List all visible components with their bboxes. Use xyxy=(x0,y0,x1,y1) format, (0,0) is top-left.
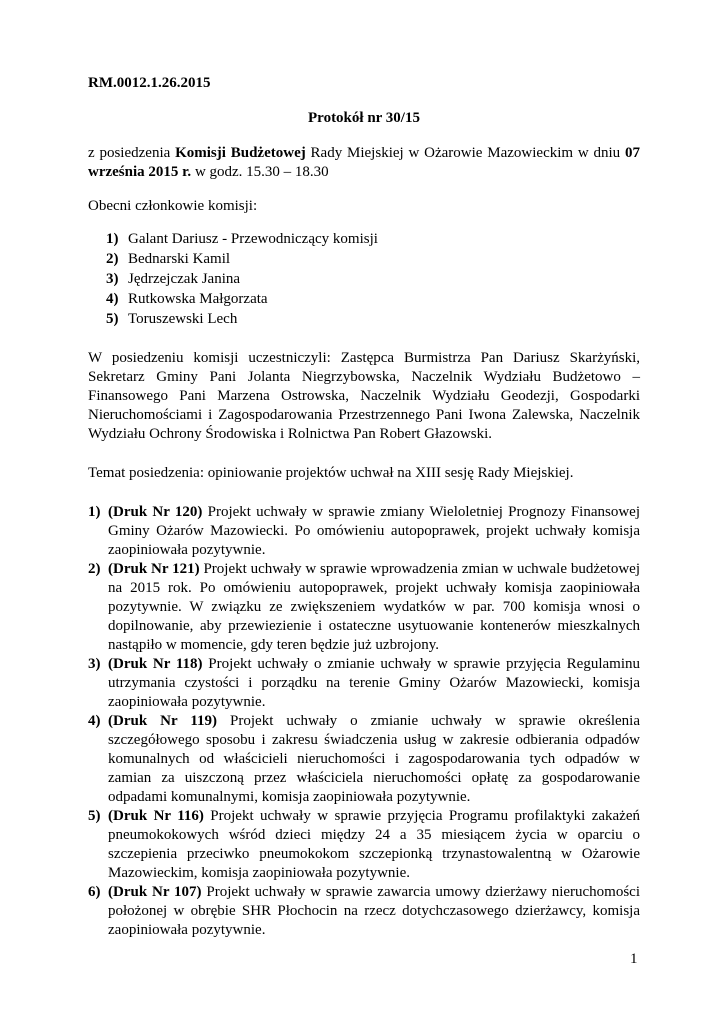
agenda-item xyxy=(88,712,640,807)
item-number: 1) xyxy=(88,504,101,520)
druk-number: (Druk Nr 120) xyxy=(108,504,203,520)
agenda-item xyxy=(88,807,640,883)
list-number: 1) xyxy=(106,231,119,247)
intro-prefix: z posiedzenia xyxy=(88,145,176,161)
item-number: 3) xyxy=(88,656,101,672)
list-number: 4) xyxy=(106,291,119,307)
meeting-hours: w godz. 15.30 – 18.30 xyxy=(191,164,329,180)
participants-paragraph: W posiedzeniu komisji uczestniczyli: Zastępca Burmistrza Pan Dariusz Skarżyński, Sekretarz Gminy Pani Jolanta Niegrzybowska, Naczelnik Wydziału Budżetowo – Finansowego Pani Marzena Ostrowska, Naczelnik Wydziału Geodezji, Gospodarki Nieruchomościami i Zagospodarowania Przestrzennego Pani Iwona Zalewska, Naczelnik Wydziału Ochrony Środowiska i Rolnictwa Pan Robert Głazowski. xyxy=(88,350,640,442)
list-number: 2) xyxy=(106,251,119,267)
agenda-item xyxy=(88,560,640,655)
intro-paragraph xyxy=(88,144,640,182)
item-content xyxy=(108,560,640,655)
list-item xyxy=(88,250,640,269)
agenda-item xyxy=(88,503,640,560)
item-content xyxy=(108,807,640,883)
member-name: Bednarski Kamil xyxy=(128,251,231,267)
member-name: Rutkowska Małgorzata xyxy=(128,291,268,307)
committee-name: Komisji Budżetowej xyxy=(175,145,306,161)
item-text: Projekt uchwały w sprawie wprowadzenia zmian w uchwale budżetowej na 2015 rok. Po omówieniu autopoprawek, projekt uchwały komisja zaopiniowała pozytywnie. W związku ze zwiększeniem wydatków w par. 700 komisja wnosi o dopilnowanie, aby przewiezienie i ostateczne usytuowanie kontenerów mieszkalnych nastąpiło w momencie, gdy teren będzie już uzbrojony. xyxy=(108,561,640,653)
list-item xyxy=(88,230,640,249)
members-list xyxy=(88,230,640,329)
item-text: Projekt uchwały w sprawie zawarcia umowy dzierżawy nieruchomości położonej w obrębie SHR Płochocin na rzecz dotychczasowego dzierżawcy, komisja zaopiniowała pozytywnie. xyxy=(108,884,641,938)
item-text: Projekt uchwały w sprawie zmiany Wieloletniej Prognozy Finansowej Gminy Ożarów Mazowiecki. Po omówieniu autopoprawek, projekt uchwały komisja zaopiniowała pozytywnie. xyxy=(108,504,640,558)
list-item xyxy=(88,290,640,309)
agenda-items-list xyxy=(88,503,640,940)
list-item xyxy=(88,270,640,289)
list-item xyxy=(88,310,640,329)
member-name: Jędrzejczak Janina xyxy=(128,271,241,287)
item-number: 6) xyxy=(88,884,101,900)
member-name: Toruszewski Lech xyxy=(128,311,238,327)
druk-number: (Druk Nr 107) xyxy=(108,884,202,900)
item-number: 5) xyxy=(88,808,101,824)
list-number: 5) xyxy=(106,311,119,327)
agenda-item xyxy=(88,655,640,712)
druk-number: (Druk Nr 119) xyxy=(108,713,218,729)
item-text: Projekt uchwały o zmianie uchwały w sprawie określenia szczegółowego sposobu i zakresu świadczenia usług w zakresie odbierania odpadów komunalnych od właścicieli nieruchomości i zagospodarowania tych odpadów w zamian za uiszczoną przez właściciela nieruchomości opłatę za gospodarowanie odpadami komunalnymi, komisja zaopiniowała pozytywnie. xyxy=(108,713,641,805)
druk-number: (Druk Nr 118) xyxy=(108,656,203,672)
item-number: 4) xyxy=(88,713,101,729)
meeting-date: 07 września 2015 r. xyxy=(88,145,640,180)
document-reference-number: RM.0012.1.26.2015 xyxy=(88,75,211,91)
document-page xyxy=(88,74,640,940)
item-content xyxy=(108,655,640,712)
members-label: Obecni członkowie komisji: xyxy=(88,198,258,214)
page-title: Protokół nr 30/15 xyxy=(308,110,420,126)
intro-middle: Rady Miejskiej w Ożarowie Mazowieckim w dniu xyxy=(305,145,625,161)
druk-number: (Druk Nr 121) xyxy=(108,561,200,577)
item-content xyxy=(108,503,640,560)
member-name: Galant Dariusz - Przewodniczący komisji xyxy=(128,231,378,247)
page-number: 1 xyxy=(630,951,638,967)
druk-number: (Druk Nr 116) xyxy=(108,808,204,824)
meeting-topic: Temat posiedzenia: opiniowanie projektów uchwał na XIII sesję Rady Miejskiej. xyxy=(88,465,574,481)
item-content xyxy=(108,712,640,807)
item-content xyxy=(108,883,640,940)
item-text: Projekt uchwały o zmianie uchwały w sprawie przyjęcia Regulaminu utrzymania czystości i porządku na terenie Gminy Ożarów Mazowiecki, komisja zaopiniowała pozytywnie. xyxy=(108,656,641,710)
item-number: 2) xyxy=(88,561,101,577)
list-number: 3) xyxy=(106,271,119,287)
item-text: Projekt uchwały w sprawie przyjęcia Programu profilaktyki zakażeń pneumokokowych wśród dzieci między 24 a 35 miesiącem życia w oparciu o szczepienia przeciwko pneumokokom szczepionką trzynastowalentną w Ożarowie Mazowieckim, komisja zaopiniowała pozytywnie. xyxy=(108,808,640,881)
agenda-item xyxy=(88,883,640,940)
